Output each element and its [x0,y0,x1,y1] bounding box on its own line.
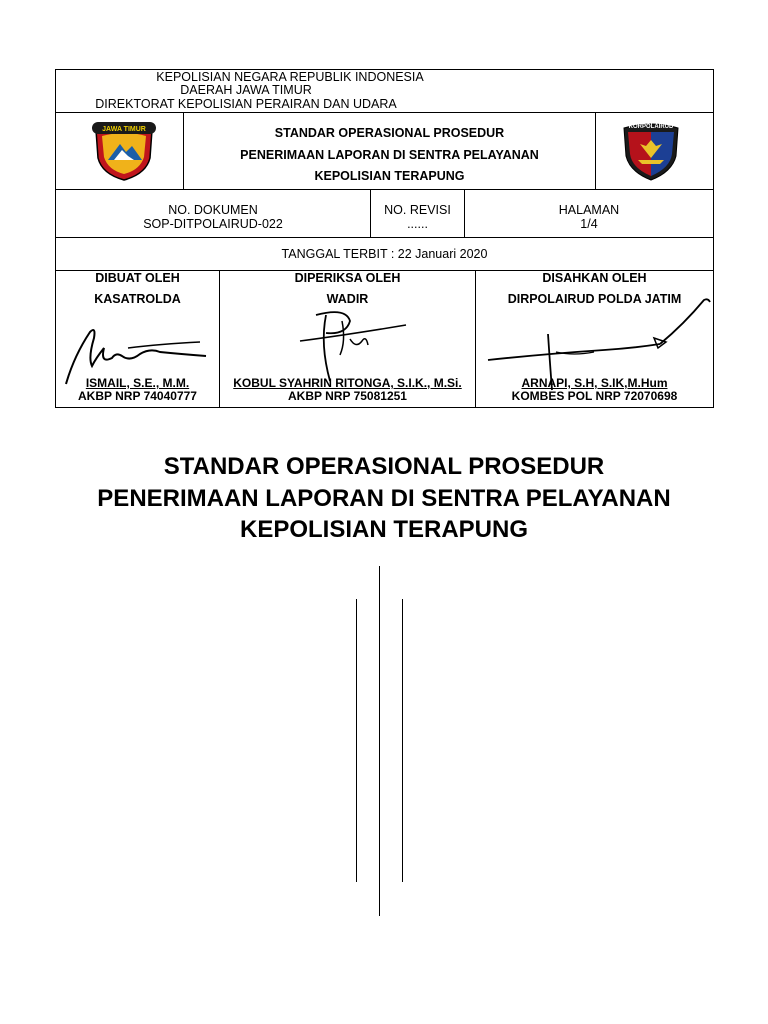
approval-role-approved-by: DISAHKAN OLEH [542,271,647,285]
main-title-line-2: PENERIMAAN LAPORAN DI SENTRA PELAYANAN [97,485,671,512]
korpolairud-label: KORPOLAIRUD [628,124,674,130]
table-rule [55,189,714,190]
approval-position-made-by: KASATROLDA [94,292,181,306]
org-line-1: KEPOLISIAN NEGARA REPUBLIK INDONESIA [156,70,424,84]
sop-title-line-2: PENERIMAAN LAPORAN DI SENTRA PELAYANAN [240,148,539,162]
page-value: 1/4 [580,217,598,231]
org-line-3: DIREKTORAT KEPOLISIAN PERAIRAN DAN UDARA [95,97,397,111]
page-label: HALAMAN [558,203,620,217]
table-rule [55,112,714,113]
revision-label: NO. REVISI [384,203,451,217]
korpolairud-logo [620,120,682,182]
approval-role-made-by: DIBUAT OLEH [95,271,180,285]
approver-name-made-by: ISMAIL, S.E., M.M. [85,376,190,390]
decorative-rule-right [402,599,403,882]
approval-position-checked-by: WADIR [326,292,369,306]
sop-title-line-1: STANDAR OPERASIONAL PROSEDUR [274,126,505,140]
approver-name-approved-by: ARNAPI, S.H, S.IK,M.Hum [521,376,668,390]
approver-rank-approved-by: KOMBES POL NRP 72070698 [511,389,678,403]
approver-rank-made-by: AKBP NRP 74040777 [78,389,197,403]
approver-rank-checked-by: AKBP NRP 75081251 [288,389,407,403]
jawa-timur-label: JAWA TIMUR [102,126,146,133]
table-rule [55,237,714,238]
jawa-timur-police-logo [90,120,158,182]
sop-title-line-3: KEPOLISIAN TERAPUNG [314,169,465,183]
revision-value: ...... [407,217,428,231]
approval-role-checked-by: DIPERIKSA OLEH [294,271,401,285]
decorative-rule-center [379,566,380,916]
approver-name-checked-by: KOBUL SYAHRIN RITONGA, S.I.K., M.Si. [233,376,462,390]
doc-number-label: NO. DOKUMEN [168,203,258,217]
main-title-line-3: KEPOLISIAN TERAPUNG [239,516,529,543]
signature-checked-by [296,305,416,385]
org-line-2: DAERAH JAWA TIMUR [180,83,312,97]
doc-number-value: SOP-DITPOLAIRUD-022 [143,217,283,231]
decorative-rule-left [356,599,357,882]
issue-date: TANGGAL TERBIT : 22 Januari 2020 [281,247,488,261]
table-rule [595,112,596,189]
main-title-line-1: STANDAR OPERASIONAL PROSEDUR [163,453,605,480]
approval-position-approved-by: DIRPOLAIRUD POLDA JATIM [507,292,682,306]
